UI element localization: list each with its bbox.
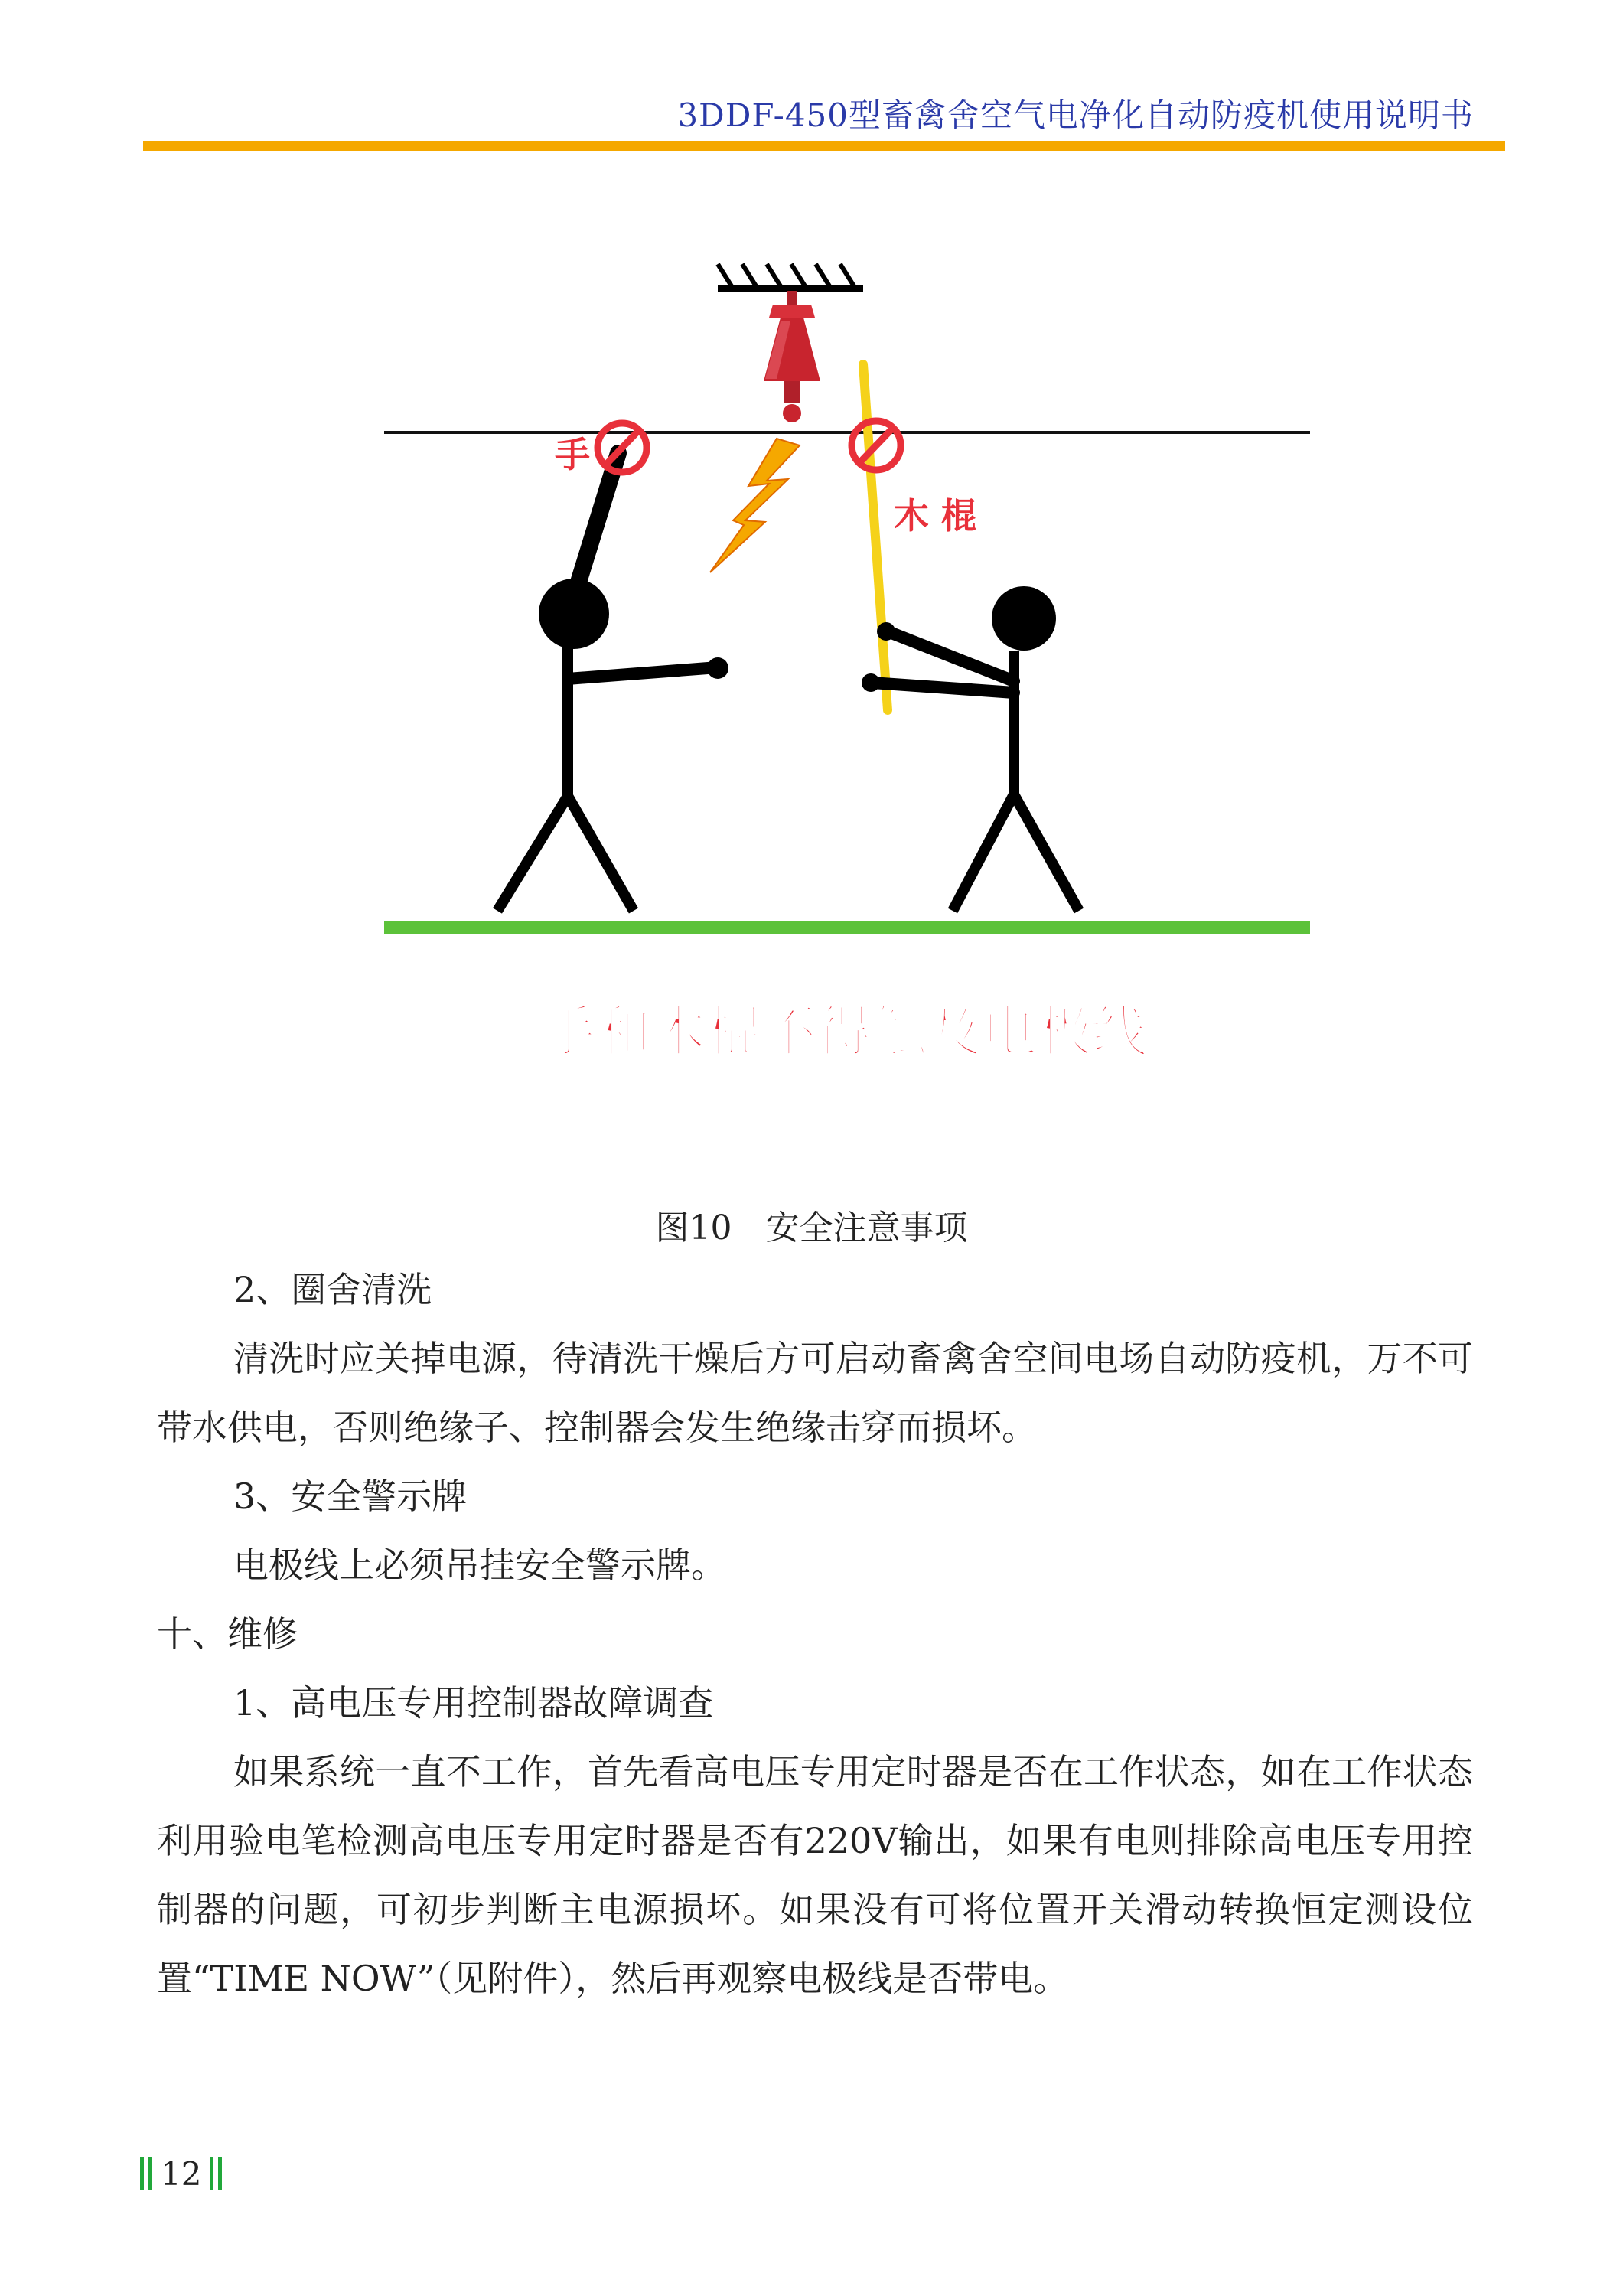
- ceiling-mount-icon: [718, 264, 863, 289]
- page-number-bar-right: [218, 2157, 222, 2190]
- prohibited-icon: [852, 421, 901, 470]
- safety-illustration: [367, 245, 1324, 1094]
- chapter-10-title: 十、维修: [157, 1613, 298, 1655]
- page-number: [138, 2154, 224, 2193]
- page-number-text: 12: [161, 2154, 202, 2193]
- section-2-body: 清洗时应关掉电源，待清洗干燥后方可启动畜禽舍空间电场自动防疫机，万不可带水供电，否则绝缘子、控制器会发生绝缘击穿而损坏。: [157, 1338, 1473, 1448]
- section-2-title: 2、圈舍清洗: [233, 1269, 432, 1310]
- stick-figure-left: [497, 453, 728, 911]
- page-number-bar-left: [140, 2157, 144, 2190]
- page-number-bar-right: [210, 2157, 213, 2190]
- chapter-10-section-1-body: 如果系统一直不工作，首先看高电压专用定时器是否在工作状态，如在工作状态利用验电笔检测高电压专用定时器是否有220V输出，如果有电则排除高电压专用控制器的问题，可初步判断主电源损坏。如果没有可将位置开关滑动转换恒定测设位置“TIME NOW”（见附件），然后再观察电极线是否带电。: [157, 1751, 1473, 1999]
- safety-figure: [367, 245, 1324, 1094]
- lightning-bolt-icon: [710, 439, 800, 572]
- section-3-title: 3、安全警示牌: [233, 1476, 468, 1517]
- header-rule: [143, 141, 1505, 151]
- chapter-10-section-1-title: 1、高电压专用控制器故障调查: [233, 1682, 714, 1724]
- stick-figure-right: [862, 586, 1079, 911]
- figure-caption: 图10 安全注意事项: [655, 1208, 968, 1247]
- insulator-icon: [764, 291, 820, 422]
- label-hand: 手: [555, 434, 590, 475]
- section-3-body: 电极线上必须吊挂安全警示牌。: [233, 1544, 726, 1586]
- document-body: [157, 1255, 1473, 2013]
- page-number-bar-left: [148, 2157, 152, 2190]
- warning-text: 手和木棍不得触及电极线: [540, 1000, 1148, 1064]
- ground-line: [384, 921, 1310, 934]
- label-stick: 木 棍: [894, 495, 977, 536]
- header-title: 3DDF-450型畜禽舍空气电净化自动防疫机使用说明书: [677, 96, 1474, 134]
- wooden-stick-icon: [863, 364, 888, 710]
